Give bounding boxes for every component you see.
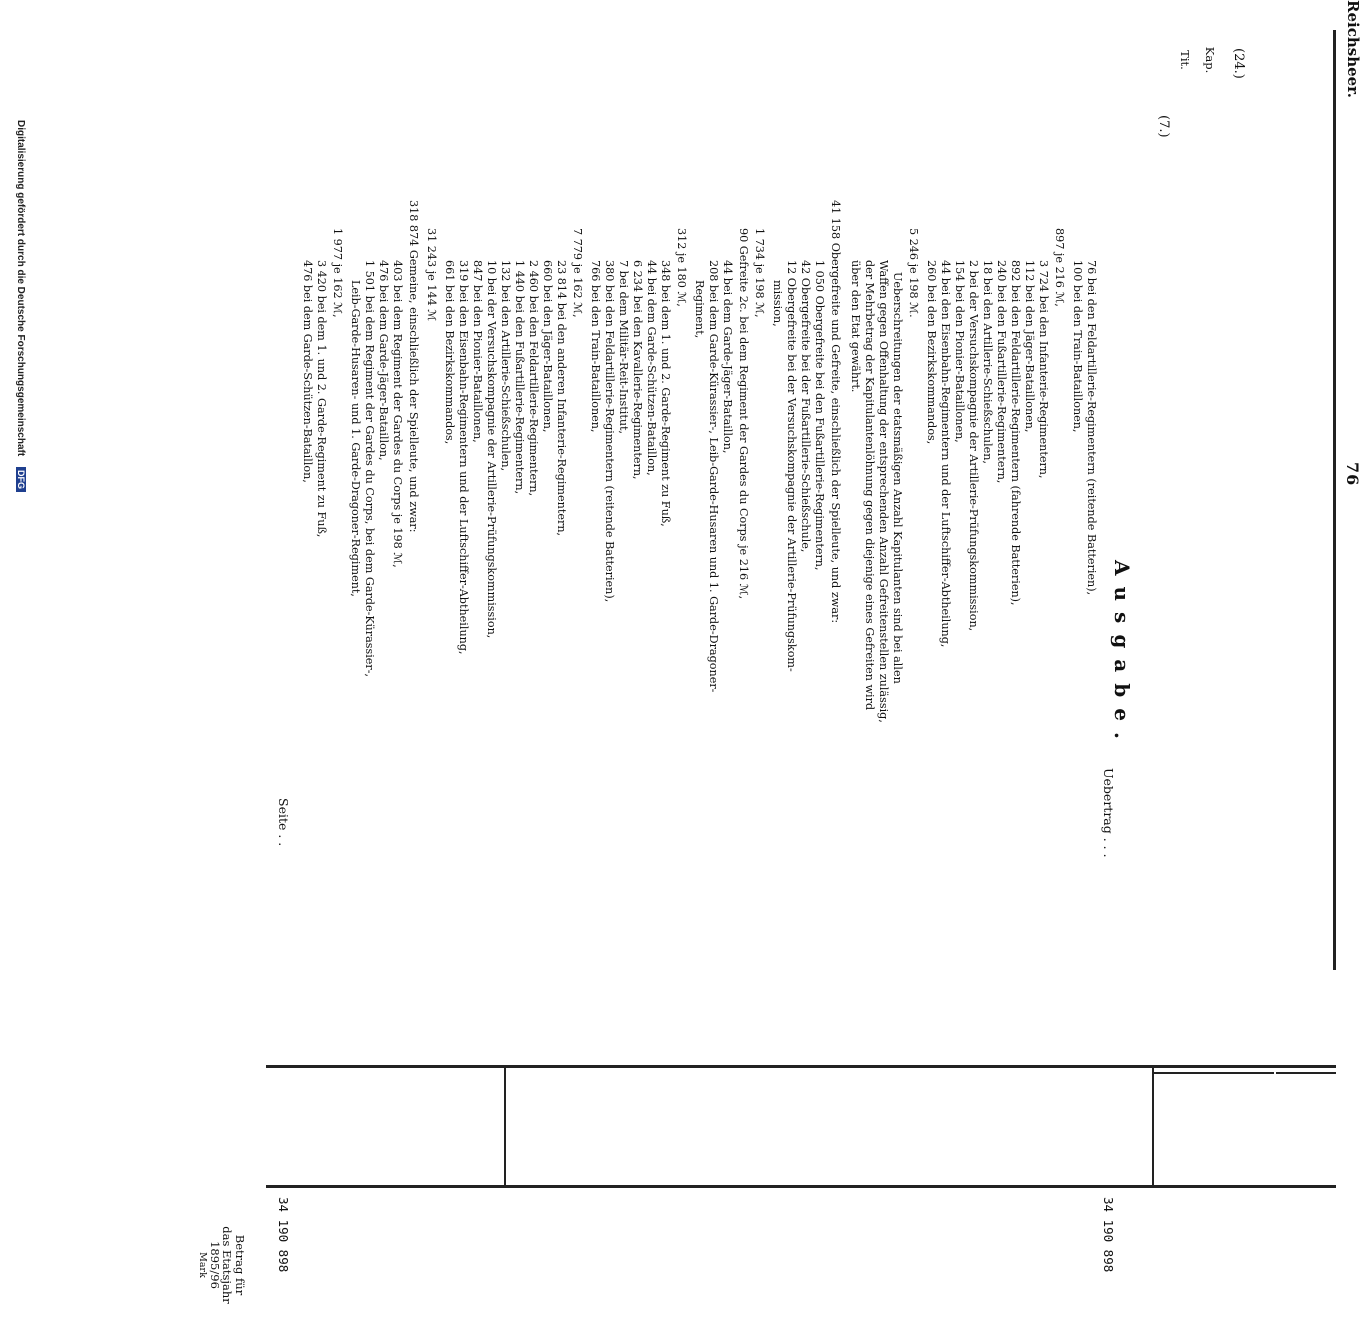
list-item: 2 bei der Versuchskompagnie der Artillerie-Prüfungskommission, [967, 260, 980, 632]
list-item: 3 420 bei dem 1. und 2. Garde-Regiment zu Fuß, [315, 260, 328, 538]
list-item: 476 bei dem Garde-Jäger-Bataillon, [377, 260, 390, 461]
kap-column-rule [1276, 1072, 1336, 1074]
list-item: 23 814 bei den anderen Infanterie-Regimentern, [555, 260, 568, 537]
list-item: 31 243 je 144 ℳ [425, 228, 438, 322]
betrag-rule [505, 1065, 507, 1185]
header-bottom-rule [1153, 1065, 1155, 1185]
list-item: Regiment, [693, 280, 706, 339]
list-item: 154 bei den Pionier-Bataillonen, [953, 260, 966, 443]
digitization-credit [15, 120, 26, 880]
list-item: mission, [771, 280, 784, 327]
betrag-heading-line-2: das Etatsjahr [220, 1226, 235, 1304]
digitization-credit-text: Digitalisierung gefördert durch die Deutsche Forschungsgemeinschaft [15, 120, 26, 457]
titel-column-rule [1154, 1072, 1274, 1074]
table-top-rule [1334, 30, 1337, 970]
list-item: 847 bei den Pionier-Bataillonen, [471, 260, 484, 443]
list-item: 318 874 Gemeine, einschließlich der Spielleute, und zwar: [407, 200, 420, 533]
betrag-heading-line-1: Betrag für [233, 1234, 247, 1296]
list-item: über den Etat gewährt. [849, 260, 862, 393]
list-item: 348 bei dem 1. und 2. Garde-Regiment zu Fuß, [659, 260, 672, 527]
list-item: 319 bei den Eisenbahn-Regimentern und der Luftschiffer-Abtheilung, [457, 260, 470, 655]
list-item: 1 050 Obergefreite bei den Fußartillerie-Regimentern, [813, 260, 826, 571]
list-item: 12 Obergefreite bei der Versuchskompagnie der Artillerie-Prüfungskom- [785, 260, 798, 672]
betrag-heading-line-4: Mark [197, 1252, 209, 1278]
list-item: 892 bei den Feldartillerie-Regimentern (fahrende Batterien), [1009, 260, 1022, 606]
list-item: 476 bei dem Garde-Schützen-Bataillon, [301, 260, 314, 483]
page-number: 76 [1343, 462, 1362, 487]
uebertrag-label: Uebertrag . . . [1101, 768, 1116, 858]
list-item: der Mehrbetrag der Kapitulantenlöhnung gegen diejenige eines Gefreiten wird [863, 260, 876, 711]
titel-heading: Tit. [1178, 50, 1192, 70]
list-item: Ueberschreitungen der etatsmäßigen Anzahl Kapitulanten sind bei allen [891, 272, 904, 684]
list-item: 660 bei den Jäger-Bataillonen, [541, 260, 554, 433]
list-item: 18 bei den Artillerie-Schießschulen, [981, 260, 994, 465]
dfg-logo: DFG [16, 467, 26, 492]
kapitel-heading: Kap. [1203, 46, 1217, 74]
list-item: 132 bei den Artillerie-Schießschulen, [499, 260, 512, 472]
text-column-rule-left [266, 1065, 1336, 1068]
list-item: 2 460 bei den Feldartillerie-Regimentern, [527, 260, 540, 497]
list-item: 90 Gefreite 2c. bei dem Regiment der Gardes du Corps je 216 ℳ, [737, 228, 750, 600]
list-item: 76 bei den Feldartillerie-Regimentern (reitende Batterien), [1085, 260, 1098, 596]
list-item: 1 977 je 162 ℳ, [331, 228, 344, 318]
text-column-rule-right [266, 1185, 1336, 1188]
list-item: 6 234 bei den Kavallerie-Regimentern, [631, 260, 644, 480]
list-item: 208 bei dem Garde-Kürassier-, Leib-Garde-Husaren und 1. Garde-Dragoner- [707, 260, 720, 693]
list-item: Waffen gegen Offenhaltung der entsprechenden Anzahl Gefreitenstellen zulässig, [877, 260, 890, 723]
list-item: 41 158 Obergefreite und Gefreite, einschließlich der Spielleute, und zwar: [829, 200, 842, 624]
seite-label: Seite . . [276, 798, 291, 847]
list-item: 380 bei den Feldartillerie-Regimentern (reitende Batterien), [603, 260, 616, 603]
list-item: 897 je 216 ℳ, [1053, 228, 1066, 307]
list-item: 42 Obergefreite bei der Fußartillerie-Schießschule, [799, 260, 812, 553]
list-item: 112 bei den Jäger-Bataillonen, [1023, 260, 1036, 433]
list-item: 44 bei dem Garde-Schützen-Bataillon, [645, 260, 658, 476]
list-item: 766 bei den Train-Bataillonen, [589, 260, 602, 433]
list-item: 44 bei dem Garde-Jäger-Bataillon, [721, 260, 734, 454]
betrag-heading [196, 1210, 246, 1320]
seite-value: 34 190 898 [276, 1197, 291, 1273]
list-item: 44 bei den Eisenbahn-Regimentern und der Luftschiffer-Abtheilung, [939, 260, 952, 648]
list-item: 403 bei dem Regiment der Gardes du Corps je 198 ℳ, [391, 260, 404, 568]
list-item: Leib-Garde-Husaren- und 1. Garde-Dragoner-Regiment, [349, 280, 362, 597]
running-head-left: Reichsheer. [1344, 0, 1362, 98]
list-item: 1 734 je 198 ℳ, [753, 228, 766, 318]
list-item: 5 246 je 198 ℳ. [907, 228, 920, 318]
list-item: 1 440 bei den Fußartillerie-Regimentern, [513, 260, 526, 495]
list-item: 100 bei den Train-Bataillonen, [1071, 260, 1084, 433]
list-item: 661 bei den Bezirkskommandos, [443, 260, 456, 445]
list-item: 10 bei der Versuchskompagnie der Artillerie-Prüfungskommission, [485, 260, 498, 639]
titel-number: (7.) [1156, 115, 1171, 138]
list-item: 7 bei dem Militär-Reit-Institut, [617, 260, 630, 435]
list-item: 3 724 bei den Infanterie-Regimentern, [1037, 260, 1050, 479]
list-item: 312 je 180 ℳ, [675, 228, 688, 307]
uebertrag-value: 34 190 898 [1101, 1197, 1116, 1273]
kapitel-number: (24.) [1231, 48, 1246, 79]
list-item: 1 501 bei dem Regiment der Gardes du Corps, bei dem Garde-Kürassier-, [363, 260, 376, 678]
list-item: 240 bei den Fußartillerie-Regimentern, [995, 260, 1008, 484]
betrag-heading-line-3: 1895/96 [208, 1241, 222, 1289]
list-item: 7 779 je 162 ℳ, [571, 228, 584, 318]
list-item: 260 bei den Bezirkskommandos, [925, 260, 938, 445]
section-title: Ausgabe. [1110, 560, 1134, 750]
